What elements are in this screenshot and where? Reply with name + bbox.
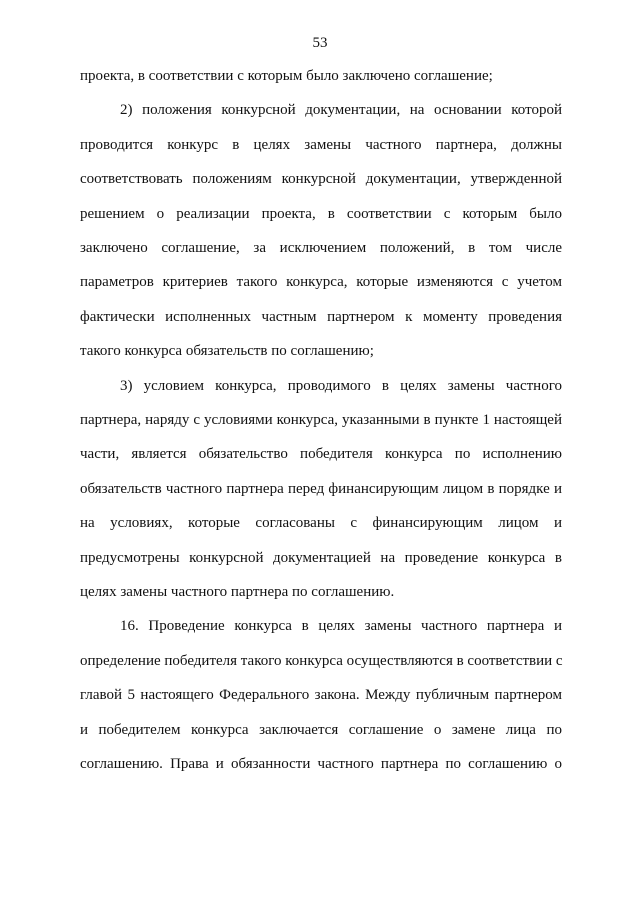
- text-line: обязательств частного партнера перед финансирующим лицом в порядке и: [80, 480, 562, 497]
- text-line: предусмотрены конкурсной документацией на проведение конкурса в: [80, 549, 562, 566]
- text-line: 16. Проведение конкурса в целях замены частного партнера и: [120, 618, 562, 635]
- text-line: 3) условием конкурса, проводимого в целях замены частного: [120, 377, 562, 394]
- text-line: определение победителя такого конкурса осуществляются в соответствии с: [80, 652, 563, 669]
- text-line: соответствовать положениям конкурсной документации, утвержденной: [80, 171, 562, 188]
- text-line: и победителем конкурса заключается соглашение о замене лица по: [80, 721, 562, 738]
- text-line: 2) положения конкурсной документации, на основании которой: [120, 102, 562, 119]
- text-line: партнера, наряду с условиями конкурса, указанными в пункте 1 настоящей: [80, 412, 562, 428]
- text-line: фактически исполненных частным партнером к моменту проведения: [80, 308, 562, 325]
- text-line: заключено соглашение, за исключением положений, в том числе: [80, 240, 562, 256]
- text-line: проводится конкурс в целях замены частного партнера, должны: [80, 136, 562, 153]
- text-line: соглашению. Права и обязанности частного партнера по соглашению о: [80, 756, 562, 772]
- text-line: решением о реализации проекта, в соответствии с которым было: [80, 205, 562, 222]
- text-line: на условиях, которые согласованы с финансирующим лицом и: [80, 515, 562, 532]
- text-line: целях замены частного партнера по соглашению.: [80, 584, 395, 600]
- text-line: главой 5 настоящего Федерального закона. Между публичным партнером: [80, 687, 562, 704]
- text-line: такого конкурса обязательств по соглашению;: [80, 343, 374, 360]
- text-line: части, является обязательство победителя конкурса по исполнению: [80, 446, 562, 463]
- text-line: параметров критериев такого конкурса, которые изменяются с учетом: [80, 274, 562, 291]
- page-number: 53: [312, 35, 328, 51]
- text-line: проекта, в соответствии с которым было заключено соглашение;: [80, 68, 493, 84]
